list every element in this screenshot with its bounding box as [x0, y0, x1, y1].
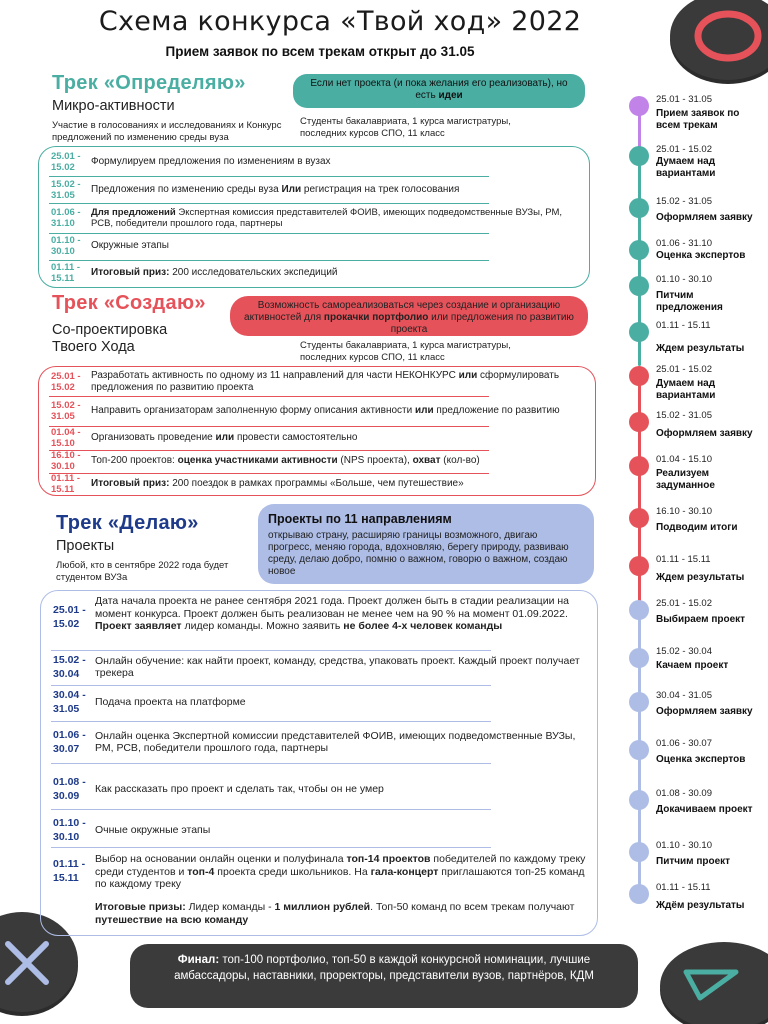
track3-row — [41, 652, 597, 682]
stage-date: 16.10 - 30.10 — [51, 450, 81, 472]
track2-audience: Студенты бакалавриата, 1 курса магистратуры, последних курсов СПО, 11 класс — [300, 340, 511, 363]
track1-idea-pill — [293, 74, 585, 108]
track3-row — [41, 725, 597, 759]
timeline-dot — [629, 276, 649, 296]
stage-date: 01.11 - 15.11 — [51, 473, 81, 495]
track2-row — [39, 473, 595, 495]
stage-text: Итоговый приз: 200 исследовательских экспедиций — [91, 267, 338, 278]
timeline-label: Ждем результаты — [656, 572, 745, 583]
timeline-dot — [629, 740, 649, 760]
track1-row — [39, 178, 589, 202]
track1-row — [39, 260, 589, 286]
track2-subtitle-line2: Твоего Хода — [52, 339, 135, 355]
stage-text: Дата начала проекта не ранее сентября 2021 года. Проект должен быть в стадии реализации на момент конкурса. Проект должен быть реализован не менее чем на 90 % на момент 01.09.2022. Проект заявляет лидер команды. Можно заявить не более 4-х человек команды — [95, 595, 569, 632]
timeline-label: Питчим предложения — [656, 290, 723, 313]
timeline-date: 01.04 - 15.10 — [656, 454, 712, 465]
timeline-date: 01.08 - 30.09 — [656, 788, 712, 799]
stage-text: Формулируем предложения по изменениям в вузах — [91, 156, 331, 167]
timeline-label: Оформляем заявку — [656, 706, 753, 717]
track1-pill-text: Если нет проекта (и пока желания его реализовать), но есть — [310, 78, 568, 101]
stage-text: Очные окружные этапы — [95, 823, 211, 836]
timeline-dot — [629, 648, 649, 668]
timeline-label: Оформляем заявку — [656, 428, 753, 439]
timeline-dot — [629, 146, 649, 166]
timeline-dot — [629, 556, 649, 576]
timeline-label: Выбираем проект — [656, 614, 746, 625]
timeline-label: Думаем над вариантами — [656, 156, 716, 179]
track3-prize-row — [41, 901, 597, 929]
timeline-dot — [629, 842, 649, 862]
stage-date: 01.11 - 15.11 — [51, 262, 81, 284]
track3-subtitle: Проекты — [56, 538, 115, 554]
timeline-label: Качаем проект — [656, 660, 729, 671]
stage-text: Для предложений Экспертная комиссия представителей ФОИВ, имеющих подведомственные ВУЗы, РМ, РСВ, победители прошлого года, партнеры — [91, 207, 563, 229]
track1-subtitle: Микро-активности — [52, 98, 175, 114]
stage-text: Окружные этапы — [91, 240, 169, 251]
stage-date: 01.11 - 15.11 — [53, 858, 86, 884]
track1-row — [39, 233, 589, 259]
track2-subtitle-line1: Со-проектировка — [52, 322, 168, 338]
timeline-label: Оценка экспертов — [656, 754, 746, 765]
timeline-label: Реализуем задуманное — [656, 468, 715, 491]
track3-row — [41, 853, 597, 893]
track1-audience: Студенты бакалавриата, 1 курса магистратуры, последних курсов СПО, 11 класс — [300, 116, 511, 139]
timeline-date: 01.11 - 15.11 — [656, 320, 711, 331]
stage-text: Топ-200 проектов: оценка участниками активности (NPS проекта), охват (кол-во) — [91, 455, 480, 466]
timeline-label: Оформляем заявку — [656, 212, 753, 223]
stage-text: Онлайн оценка Экспертной комиссии представителей ФОИВ, имеющих подведомственные ВУЗы, РМ, РСВ, победители прошлого года, партнеры — [95, 729, 576, 754]
stage-text: Подача проекта на платформе — [95, 695, 246, 708]
timeline-date: 15.02 - 31.05 — [656, 196, 712, 207]
timeline-dot — [629, 366, 649, 386]
timeline-label: Прием заявок по всем трекам — [656, 108, 740, 131]
timeline-dot — [629, 456, 649, 476]
timeline-dot — [629, 198, 649, 218]
stage-text: Как рассказать про проект и сделать так, чтобы он не умер — [95, 782, 384, 795]
timeline-label: Питчим проект — [656, 856, 731, 867]
stage-date: 15.02 - 31.05 — [51, 400, 81, 422]
track2-row — [39, 450, 595, 472]
timeline-date: 15.02 - 30.04 — [656, 646, 712, 657]
track2-row — [39, 397, 595, 425]
track3-row — [41, 687, 597, 717]
stage-date: 25.01 - 15.02 — [51, 371, 81, 393]
stage-date: 01.10 - 30.10 — [51, 235, 81, 257]
timeline-date: 01.10 - 30.10 — [656, 840, 712, 851]
track3-directions-box — [258, 504, 594, 584]
final-text: топ-100 портфолио, топ-50 в каждой конкурсной номинации, лучшие амбассадоры, наставники, проректоры, представители вузов, партнёров, КДМ — [174, 954, 594, 982]
directions-text: открываю страну, расширяю границы возможного, двигаю прогресс, меняю города, вдохновляю, берегу природу, развиваю среду, делаю добро, помню о важном, говорю о важном, создаю новое — [268, 530, 569, 577]
timeline-date: 16.10 - 30.10 — [656, 506, 712, 517]
stage-text: Выбор на основании онлайн оценки и полуфинала топ-14 проектов победителей по каждому треку среди студентов и топ-4 проекта среди школьников. На гала-концерт приглашаются топ-25 команд по каждому треку — [95, 853, 586, 890]
stage-date: 01.04 - 15.10 — [51, 427, 81, 449]
track2-portfolio-pill: Возможность самореализоваться через создание и организацию активностей для прокачки портфолио или предложения по развитию проекта — [230, 296, 588, 336]
track3-audience: Любой, кто в сентябре 2022 года будет студентом ВУЗа — [56, 560, 229, 583]
timeline-label: Ждём результаты — [656, 900, 745, 911]
stage-text: Направить организаторам заполненную форму описания активности или предложение по развитию — [91, 405, 560, 416]
timeline-date: 01.10 - 30.10 — [656, 274, 712, 285]
decor-token-bottom-right — [652, 932, 768, 1024]
stage-date: 30.04 - 31.05 — [53, 689, 86, 715]
track1-row — [39, 151, 589, 173]
stage-date: 01.08 - 30.09 — [53, 776, 86, 802]
track3-row — [41, 813, 597, 847]
timeline-date: 01.06 - 30.07 — [656, 738, 712, 749]
timeline-date: 25.01 - 15.02 — [656, 364, 712, 375]
timeline-date: 25.01 - 15.02 — [656, 598, 712, 609]
page-subtitle: Прием заявок по всем трекам открыт до 31.05 — [165, 44, 475, 59]
directions-title: Проекты по 11 направлениям — [268, 512, 452, 526]
final-banner — [130, 944, 638, 1008]
timeline-dot — [629, 692, 649, 712]
timeline-dot — [629, 240, 649, 260]
stage-text: Предложения по изменению среды вуза Или регистрация на трек голосования — [91, 184, 460, 195]
track3-stages-box — [40, 590, 598, 936]
timeline-dot — [629, 600, 649, 620]
timeline-dot — [629, 322, 649, 342]
timeline-dot — [629, 508, 649, 528]
stage-text: Организовать проведение или провести самостоятельно — [91, 432, 358, 443]
stage-text: Итоговый приз: 200 поездок в рамках программы «Больше, чем путешествие» — [91, 478, 464, 489]
track3-title: Трек «Делаю» — [56, 512, 199, 534]
timeline-date: 25.01 - 15.02 — [656, 144, 712, 155]
timeline-date: 30.04 - 31.05 — [656, 690, 712, 701]
timeline-date: 15.02 - 31.05 — [656, 410, 712, 421]
track2-stages-box — [38, 366, 596, 496]
timeline-date: 01.11 - 15.11 — [656, 554, 711, 565]
stage-date: 15.02 - 30.04 — [53, 654, 86, 680]
timeline-dot — [629, 96, 649, 116]
timeline-label: Оценка экспертов — [656, 250, 746, 261]
timeline-label: Ждем результаты — [656, 343, 745, 354]
stage-date: 01.06 - 30.07 — [53, 729, 86, 755]
track2-row — [39, 369, 595, 395]
track1-participation: Участие в голосованиях и исследованиях и Конкурс предложений по изменению среды вуза — [52, 120, 282, 143]
stage-date: 15.02 - 31.05 — [51, 179, 81, 201]
prize-text: Итоговые призы: Лидер команды - 1 миллион рублей. Топ-50 команд по всем трекам получают путешествие на всю команду — [95, 901, 575, 926]
stage-text: Разработать активность по одному из 11 направлений для части НЕКОНКУРС или сформулировать предложения по развитию проекта — [91, 370, 560, 393]
stage-date: 01.06 - 31.10 — [51, 207, 81, 229]
timeline-dot — [629, 884, 649, 904]
track1-title: Трек «Определяю» — [52, 72, 246, 94]
track1-row — [39, 204, 589, 232]
timeline-dot — [629, 790, 649, 810]
timeline-label: Докачиваем проект — [656, 804, 753, 815]
track2-row — [39, 426, 595, 450]
track2-title: Трек «Создаю» — [52, 292, 206, 314]
timeline-date: 01.11 - 15.11 — [656, 882, 711, 893]
track1-pill-bold: идеи — [438, 90, 463, 101]
page-title: Схема конкурса «Твой ход» 2022 — [98, 6, 582, 37]
timeline-label: Думаем над вариантами — [656, 378, 716, 401]
timeline-label: Подводим итоги — [656, 522, 738, 533]
timeline-date: 01.06 - 31.10 — [656, 238, 712, 249]
track3-row — [41, 595, 597, 647]
stage-date: 25.01 - 15.02 — [51, 151, 81, 173]
timeline-date: 25.01 - 31.05 — [656, 94, 712, 105]
timeline-dot — [629, 412, 649, 432]
stage-date: 01.10 - 30.10 — [53, 817, 86, 843]
track3-row — [41, 773, 597, 805]
stage-text: Онлайн обучение: как найти проект, команду, средства, упаковать проект. Каждый проект получает трекера — [95, 654, 580, 679]
final-bold: Финал: — [177, 954, 220, 966]
stage-date: 25.01 - 15.02 — [53, 604, 86, 630]
track1-stages-box — [38, 146, 590, 288]
